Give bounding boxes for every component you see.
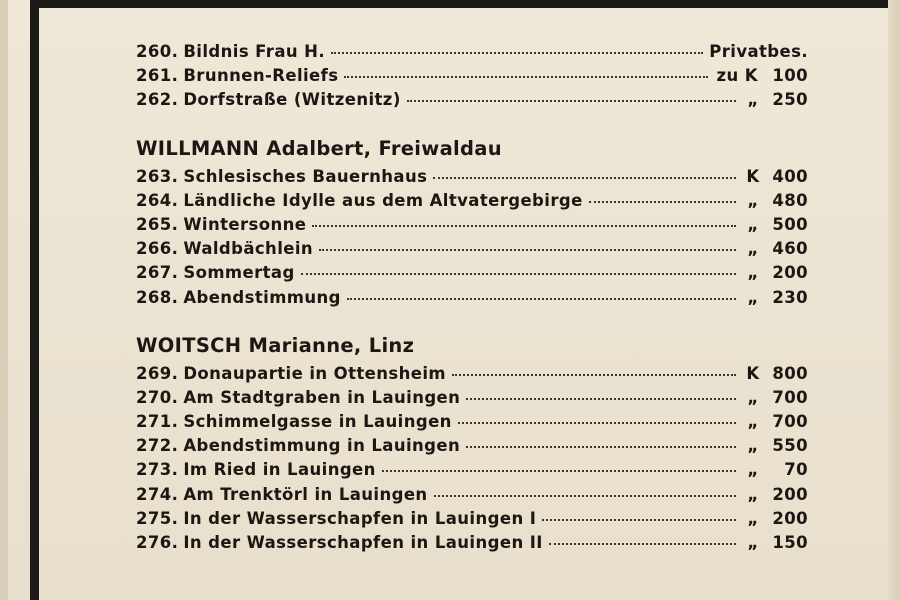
- entry-price: 150: [772, 533, 808, 552]
- leader-dots: [549, 543, 736, 545]
- entry-currency: „: [747, 190, 759, 210]
- entry-currency: „: [747, 287, 759, 307]
- leader-dots: [344, 76, 708, 78]
- leader-dots: [589, 201, 736, 203]
- entry-price: 700: [772, 412, 808, 432]
- entry-number: 271.: [136, 412, 179, 432]
- entry-currency: „: [747, 90, 759, 110]
- entry-price: 800: [772, 363, 808, 383]
- entry-number: 261.: [136, 66, 179, 86]
- left-border-rule: [30, 0, 39, 600]
- section-spacer: [136, 312, 808, 334]
- catalog-entry: [136, 533, 808, 557]
- entry-price: 400: [772, 166, 808, 186]
- entry-title: Brunnen-Reliefs: [183, 66, 339, 86]
- entry-currency: „: [747, 460, 759, 480]
- entry-title: In der Wasserschapfen in Lauingen I: [183, 508, 537, 528]
- entry-title: Bildnis Frau H.: [183, 42, 326, 61]
- catalog-entry: [136, 191, 808, 215]
- entry-price: 230: [772, 287, 808, 307]
- catalog-entry: [136, 460, 808, 484]
- entry-currency: zu K: [716, 66, 758, 86]
- entry-currency: „: [747, 436, 759, 456]
- artist-heading: WOITSCH Marianne, Linz: [136, 333, 415, 357]
- entry-price: 70: [784, 460, 808, 480]
- entry-price: 480: [772, 190, 808, 210]
- entry-price: 200: [772, 484, 808, 504]
- catalog-entry: [136, 167, 808, 191]
- entry-number: 267.: [136, 263, 179, 283]
- entry-title: Am Trenktörl in Lauingen: [183, 484, 428, 504]
- entry-currency: „: [747, 387, 759, 407]
- entry-price: 550: [772, 436, 808, 456]
- leader-dots: [466, 446, 736, 448]
- leader-dots: [319, 249, 736, 251]
- catalog-entry: [136, 485, 808, 509]
- page-edge-right: [888, 0, 900, 600]
- leader-dots: [347, 298, 736, 300]
- entry-price: 100: [772, 66, 808, 86]
- entry-price: 700: [772, 387, 808, 407]
- entry-title: Dorfstraße (Witzenitz): [183, 90, 401, 110]
- entry-title: Ländliche Idylle aus dem Altvatergebirge: [183, 190, 583, 210]
- entry-currency: K: [746, 166, 760, 186]
- entry-number: 263.: [136, 166, 179, 186]
- entry-title: Donaupartie in Ottensheim: [183, 363, 447, 383]
- entry-currency: „: [747, 533, 759, 552]
- catalog-entry: [136, 66, 808, 90]
- catalog-entry: [136, 388, 808, 412]
- entry-number: 269.: [136, 363, 179, 383]
- entry-title: Schlesisches Bauernhaus: [183, 166, 428, 186]
- catalog-entry: [136, 215, 808, 239]
- entry-title: Im Ried in Lauingen: [183, 460, 376, 480]
- leader-dots: [466, 398, 736, 400]
- entry-number: 274.: [136, 484, 179, 504]
- entry-currency: „: [747, 263, 759, 283]
- catalog-entry: [136, 42, 808, 66]
- leader-dots: [312, 225, 736, 227]
- entry-number: 273.: [136, 460, 179, 480]
- top-border-rule: [30, 0, 900, 8]
- entry-title: Am Stadtgraben in Lauingen: [183, 387, 461, 407]
- leader-dots: [542, 519, 736, 521]
- entry-price: 500: [772, 214, 808, 234]
- entry-title: Wintersonne: [183, 214, 307, 234]
- entry-number: 264.: [136, 190, 179, 210]
- leader-dots: [331, 52, 703, 54]
- entry-number: 262.: [136, 90, 179, 110]
- entry-number: 260.: [136, 42, 179, 61]
- catalog-entry: [136, 436, 808, 460]
- catalog-entry: [136, 263, 808, 287]
- entry-number: 268.: [136, 287, 179, 307]
- catalog-entry: [136, 412, 808, 436]
- entry-title: Abendstimmung in Lauingen: [183, 436, 461, 456]
- entry-currency: K: [746, 363, 760, 383]
- entry-price: 200: [772, 263, 808, 283]
- entry-number: 275.: [136, 508, 179, 528]
- entry-price: 250: [772, 90, 808, 110]
- entry-title: Sommertag: [183, 263, 295, 283]
- catalog-entry: [136, 288, 808, 312]
- leader-dots: [301, 273, 736, 275]
- entry-number: 272.: [136, 436, 179, 456]
- entry-number: 276.: [136, 533, 179, 552]
- entry-currency: „: [747, 214, 759, 234]
- artist-heading: WILLMANN Adalbert, Freiwaldau: [136, 136, 502, 160]
- entry-price: 460: [772, 239, 808, 259]
- entry-number: 265.: [136, 214, 179, 234]
- catalog-entry: [136, 364, 808, 388]
- entry-currency: „: [747, 239, 759, 259]
- entry-currency: „: [747, 484, 759, 504]
- catalog-entry: [136, 239, 808, 263]
- catalog-entry: [136, 509, 808, 533]
- entry-title: Waldbächlein: [183, 239, 314, 259]
- catalog-list: [136, 42, 808, 557]
- leader-dots: [382, 470, 736, 472]
- section-spacer: [136, 115, 808, 137]
- page-edge-left: [0, 0, 8, 600]
- catalog-entry: [136, 90, 808, 114]
- entry-title: Schimmelgasse in Lauingen: [183, 412, 452, 432]
- leader-dots: [458, 422, 736, 424]
- leader-dots: [434, 495, 736, 497]
- leader-dots: [452, 374, 736, 376]
- leader-dots: [433, 177, 736, 179]
- entry-price: 200: [772, 508, 808, 528]
- entry-currency: „: [747, 508, 759, 528]
- leader-dots: [407, 100, 736, 102]
- entry-title: Abendstimmung: [183, 287, 341, 307]
- entry-number: 270.: [136, 387, 179, 407]
- entry-currency: „: [747, 412, 759, 432]
- entry-title: In der Wasserschapfen in Lauingen II: [183, 533, 543, 552]
- entry-number: 266.: [136, 239, 179, 259]
- entry-price: Privatbes.: [709, 42, 808, 61]
